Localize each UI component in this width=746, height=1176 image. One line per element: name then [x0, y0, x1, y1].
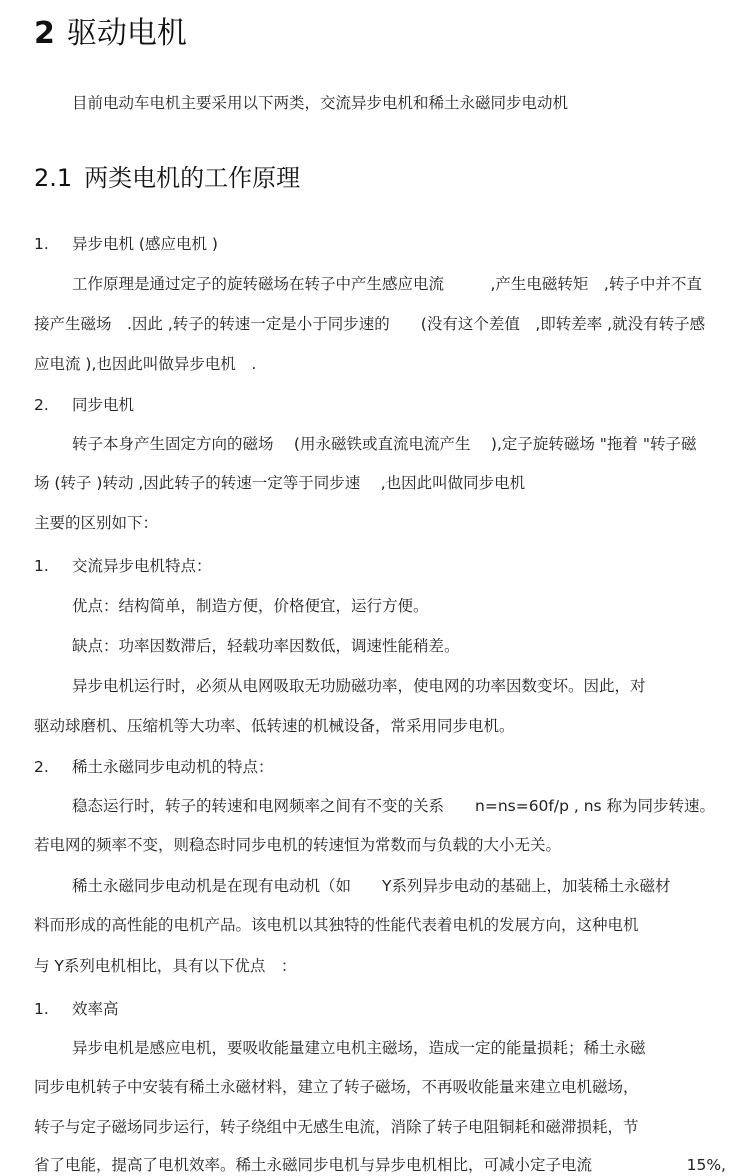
- paragraph-line: 转子本身产生固定方向的磁场 (用永磁铁或直流电流产生 ),定子旋转磁场 "拖着 "转子磁: [72, 435, 697, 453]
- list-item: 1. 异步电机 (感应电机 ): [34, 235, 218, 253]
- paragraph-line: 料而形成的高性能的电机产品。该电机以其独特的性能代表着电机的发展方向，这种电机: [34, 916, 639, 934]
- list-item: 1. 效率高: [34, 1000, 119, 1018]
- list-item: 1. 交流异步电机特点：: [34, 557, 212, 575]
- paragraph-line: 优点：结构简单，制造方便，价格便宜，运行方便。: [72, 597, 429, 615]
- paragraph-line: 工作原理是通过定子的旋转磁场在转子中产生感应电流 ,产生电磁转矩 ,转子中并不直: [72, 275, 702, 293]
- paragraph-line: 转子与定子磁场同步运行，转子绕组中无感生电流，消除了转子电阻铜耗和磁滞损耗，节: [34, 1118, 639, 1136]
- paragraph-line: 场 (转子 )转动 ,因此转子的转速一定等于同步速 ,也因此叫做同步电机: [34, 474, 526, 492]
- paragraph-line: 驱动球磨机、压缩机等大功率、低转速的机械设备，常采用同步电机。: [34, 717, 515, 735]
- paragraph-line: 稳态运行时，转子的转速和电网频率之间有不变的关系 n=ns=60f/p , ns 称为同步转速。: [72, 797, 716, 815]
- intro-paragraph: 目前电动车电机主要采用以下两类，交流异步电机和稀土永磁同步电动机: [72, 94, 569, 112]
- paragraph-line: 同步电机转子中安装有稀土永磁材料，建立了转子磁场，不再吸收能量来建立电机磁场，: [34, 1078, 639, 1096]
- paragraph-line: 与 Y系列电机相比，具有以下优点 ：: [34, 957, 297, 975]
- section-title: [34, 14, 187, 54]
- paragraph-line: 缺点：功率因数滞后，轻载功率因数低，调速性能稍差。: [72, 637, 460, 655]
- subsection-title: [34, 160, 300, 196]
- paragraph-line: 接产生磁场 .因此 ,转子的转速一定是小于同步速的 (没有这个差值 ,即转差率 ,就没有转子感: [34, 315, 706, 333]
- paragraph-line: 若电网的频率不变，则稳态时同步电机的转速恒为常数而与负载的大小无关。: [34, 836, 562, 854]
- paragraph-line-end: 15%,: [686, 1156, 726, 1174]
- subsection-title-text: 两类电机的工作原理: [84, 164, 301, 192]
- subsection-number: 2.1: [34, 164, 73, 192]
- paragraph-line: 异步电机运行时，必须从电网吸取无功励磁功率，使电网的功率因数变坏。因此，对: [72, 677, 646, 695]
- paragraph-line: 主要的区别如下：: [34, 514, 159, 532]
- paragraph-line: 稀土永磁同步电动机是在现有电动机（如 Y系列异步电动的基础上，加装稀土永磁材: [72, 877, 671, 895]
- section-number: 2: [34, 16, 55, 51]
- list-item: 2. 稀土永磁同步电动机的特点：: [34, 758, 274, 776]
- paragraph-line: 应电流 ),也因此叫做异步电机 .: [34, 355, 257, 373]
- paragraph-line: 异步电机是感应电机，要吸收能量建立电机主磁场，造成一定的能量损耗；稀土永磁: [72, 1039, 646, 1057]
- list-item: 2. 同步电机: [34, 396, 135, 414]
- paragraph-line: 省了电能，提高了电机效率。稀土永磁同步电机与异步电机相比，可减小定子电流: [34, 1156, 593, 1174]
- section-title-text: 驱动电机: [66, 16, 187, 51]
